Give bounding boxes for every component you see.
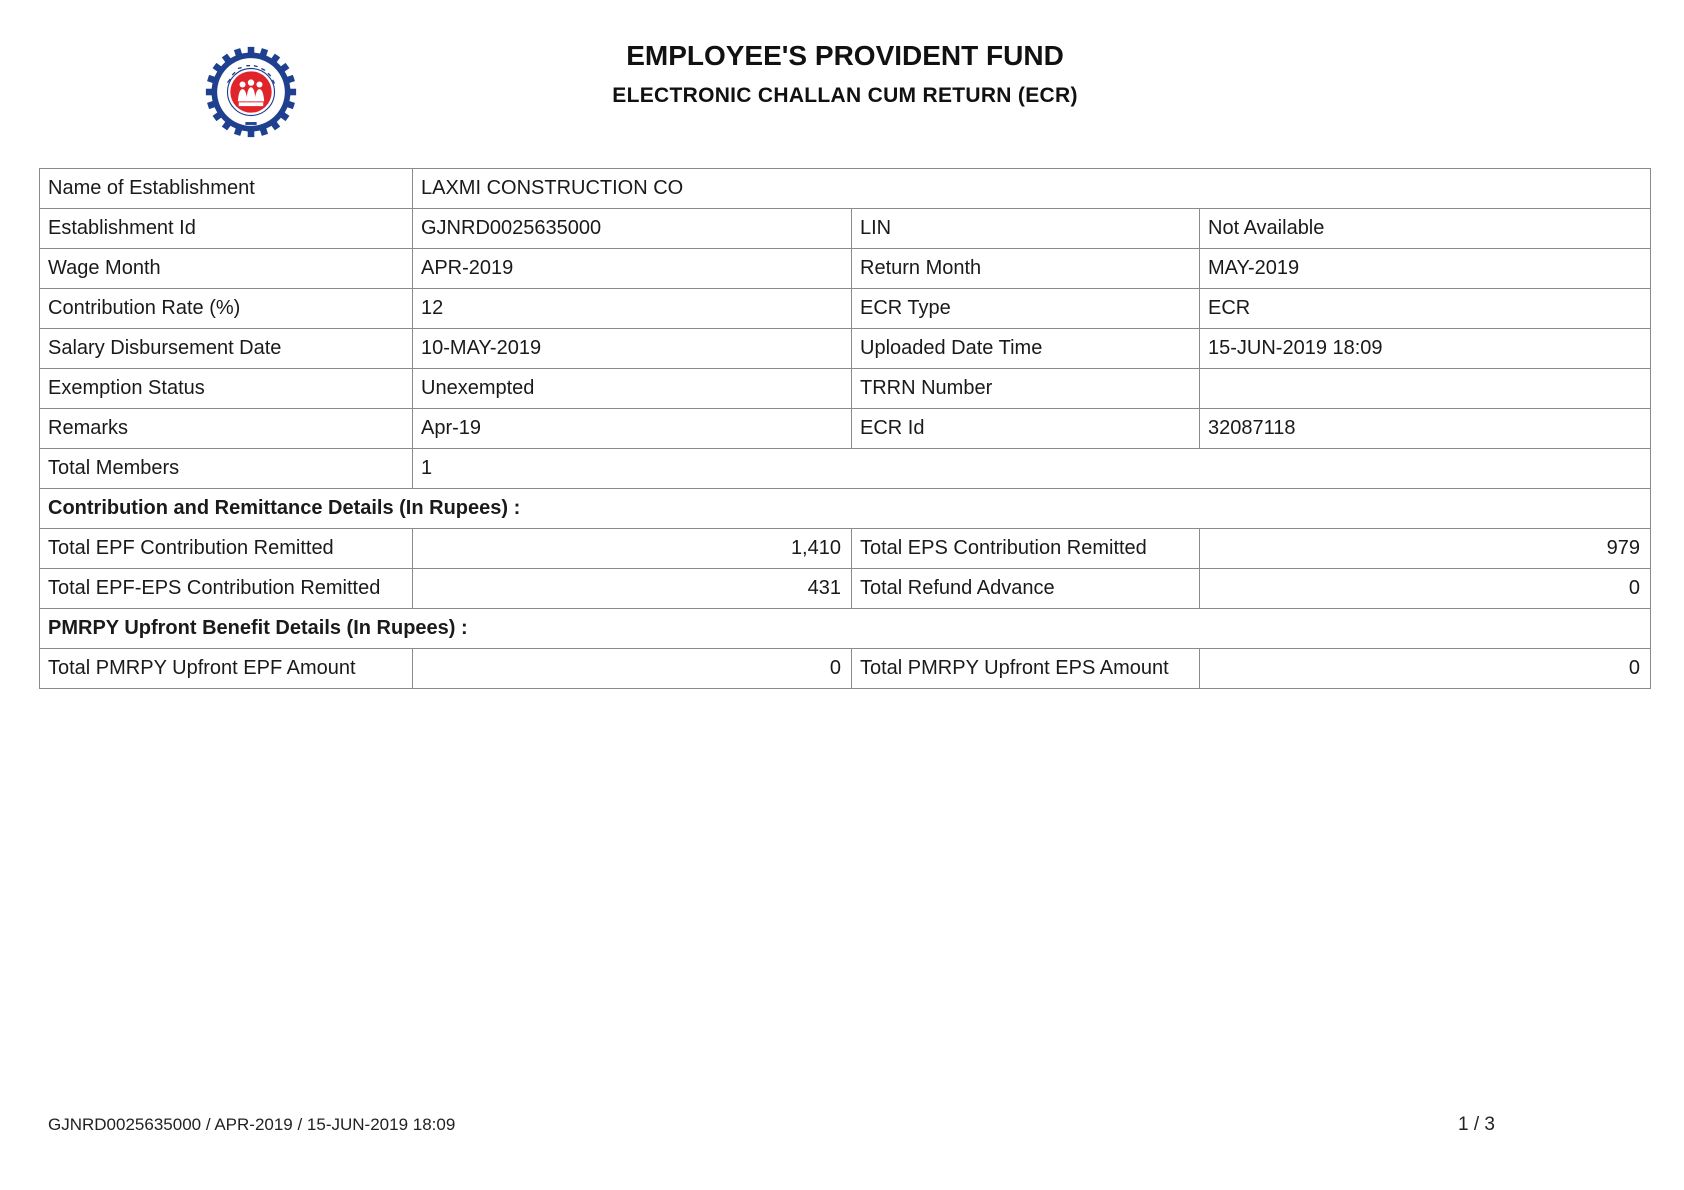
table-row [40,609,1651,649]
establishment-name-value: LAXMI CONSTRUCTION CO [413,169,1651,209]
eps-contribution-label: Total EPS Contribution Remitted [852,529,1200,569]
establishment-id-label: Establishment Id [40,209,413,249]
remarks-value: Apr-19 [413,409,852,449]
ecr-id-label: ECR Id [852,409,1200,449]
pmrpy-eps-label: Total PMRPY Upfront EPS Amount [852,649,1200,689]
pmrpy-section-heading: PMRPY Upfront Benefit Details (In Rupees) : [40,609,1651,649]
exemption-status-value: Unexempted [413,369,852,409]
refund-advance-value: 0 [1200,569,1651,609]
lin-value: Not Available [1200,209,1651,249]
epf-contribution-value: 1,410 [413,529,852,569]
wage-month-label: Wage Month [40,249,413,289]
exemption-status-label: Exemption Status [40,369,413,409]
epf-contribution-label: Total EPF Contribution Remitted [40,529,413,569]
establishment-name-label: Name of Establishment [40,169,413,209]
remarks-label: Remarks [40,409,413,449]
table-row [40,489,1651,529]
ecr-type-value: ECR [1200,289,1651,329]
salary-date-label: Salary Disbursement Date [40,329,413,369]
table-row [40,329,1651,369]
establishment-id-value: GJNRD0025635000 [413,209,852,249]
total-members-label: Total Members [40,449,413,489]
page-title: EMPLOYEE'S PROVIDENT FUND [626,40,1064,71]
table-row [40,529,1651,569]
table-row [40,369,1651,409]
ecr-type-label: ECR Type [852,289,1200,329]
return-month-value: MAY-2019 [1200,249,1651,289]
table-row [40,569,1651,609]
epfo-emblem-icon [204,45,298,139]
table-row [40,649,1651,689]
table-row [40,449,1651,489]
page-number: 1 / 3 [1458,1114,1495,1135]
salary-date-value: 10-MAY-2019 [413,329,852,369]
table-row [40,169,1651,209]
return-month-label: Return Month [852,249,1200,289]
ecr-id-value: 32087118 [1200,409,1651,449]
pmrpy-eps-value: 0 [1200,649,1651,689]
epf-eps-contribution-label: Total EPF-EPS Contribution Remitted [40,569,413,609]
contribution-rate-value: 12 [413,289,852,329]
eps-contribution-value: 979 [1200,529,1651,569]
epf-eps-contribution-value: 431 [413,569,852,609]
uploaded-date-value: 15-JUN-2019 18:09 [1200,329,1651,369]
page-subtitle: ELECTRONIC CHALLAN CUM RETURN (ECR) [612,84,1078,107]
contribution-rate-label: Contribution Rate (%) [40,289,413,329]
refund-advance-label: Total Refund Advance [852,569,1200,609]
trrn-number-value [1200,369,1651,409]
table-row [40,249,1651,289]
pmrpy-epf-value: 0 [413,649,852,689]
table-row [40,289,1651,329]
wage-month-value: APR-2019 [413,249,852,289]
table-row [40,409,1651,449]
trrn-number-label: TRRN Number [852,369,1200,409]
table-row [40,209,1651,249]
footer-reference: GJNRD0025635000 / APR-2019 / 15-JUN-2019 18:09 [48,1115,456,1134]
total-members-value: 1 [413,449,1651,489]
contribution-section-heading: Contribution and Remittance Details (In Rupees) : [40,489,1651,529]
pmrpy-epf-label: Total PMRPY Upfront EPF Amount [40,649,413,689]
ecr-details-table [39,168,1651,689]
uploaded-date-label: Uploaded Date Time [852,329,1200,369]
lin-label: LIN [852,209,1200,249]
